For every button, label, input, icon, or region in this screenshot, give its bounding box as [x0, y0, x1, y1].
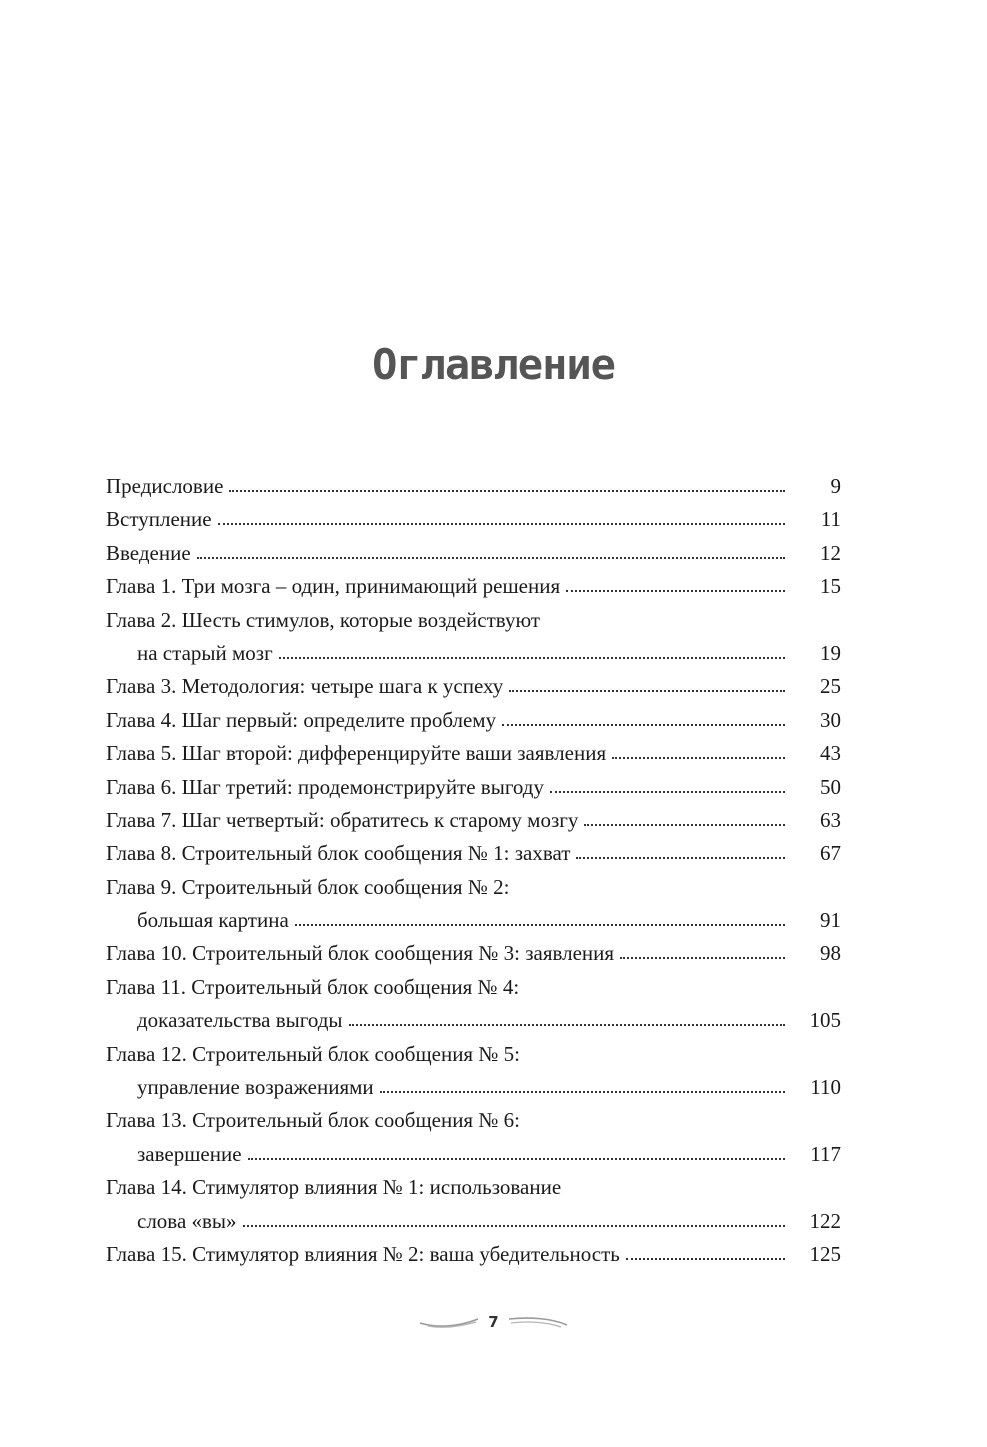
toc-line [106, 904, 841, 937]
toc-line [106, 503, 841, 536]
toc-entry-title: большая картина [137, 908, 289, 933]
toc-line [106, 971, 841, 1004]
toc-entry [106, 804, 841, 837]
toc-entry [106, 837, 841, 870]
dot-leader [584, 823, 785, 826]
toc-page-number: 105 [809, 1008, 841, 1033]
toc-entry [106, 470, 841, 503]
dot-leader [248, 1157, 785, 1160]
toc-entry [106, 871, 841, 938]
toc-line [106, 704, 841, 737]
toc-entry-title: Предисловие [106, 474, 224, 498]
toc-entry [106, 1171, 841, 1238]
toc-line [106, 1238, 841, 1271]
toc-page-number: 30 [820, 707, 841, 732]
toc-entry [106, 1238, 841, 1271]
toc-line [106, 604, 841, 637]
toc-entry [106, 604, 841, 671]
toc-page-number: 9 [830, 474, 841, 498]
toc-entry-title: доказательства выгоды [137, 1008, 343, 1033]
toc-entry-title: Глава 7. Шаг четвертый: обратитесь к старому мозгу [106, 807, 579, 832]
dot-leader [197, 556, 785, 559]
toc-entry [106, 971, 841, 1038]
toc-line [106, 1171, 841, 1204]
toc-page-number: 67 [820, 841, 841, 866]
toc-line [106, 670, 841, 703]
toc-entry-title: Глава 10. Строительный блок сообщения № 3: заявления [106, 941, 615, 966]
page-footer [0, 1310, 987, 1334]
toc-entry [106, 937, 841, 970]
toc-page-number: 12 [820, 540, 841, 565]
dot-leader [349, 1023, 785, 1026]
toc-entry-title: Вступление [106, 507, 212, 532]
dot-leader [380, 1090, 785, 1093]
toc-entry [106, 670, 841, 703]
toc-entry [106, 704, 841, 737]
toc-line [106, 1004, 841, 1037]
dot-leader [620, 956, 785, 959]
toc-entry-title: Глава 14. Стимулятор влияния № 1: использование [106, 1175, 562, 1200]
right-swoosh-icon [507, 1314, 569, 1330]
dot-leader [576, 856, 785, 859]
toc-entry [106, 737, 841, 770]
toc-page-number: 125 [809, 1241, 841, 1266]
toc-page-number: 117 [810, 1141, 841, 1166]
toc-line [106, 737, 841, 770]
toc-page-number: 11 [820, 507, 841, 532]
toc-entry-title: Глава 3. Методология: четыре шага к успеху [106, 674, 504, 699]
dot-leader [550, 790, 785, 793]
toc-line [106, 871, 841, 904]
toc-entry [106, 771, 841, 804]
toc-entry-title: Глава 15. Стимулятор влияния № 2: ваша убедительность [106, 1241, 620, 1266]
toc-page-number: 19 [820, 640, 841, 665]
toc-entry-title: завершение [137, 1141, 242, 1166]
toc-entry-title: управление возражениями [137, 1075, 374, 1100]
toc-line [106, 771, 841, 804]
page-number: 7 [488, 1313, 499, 1331]
toc-entry-title: Глава 12. Строительный блок сообщения № 5: [106, 1041, 520, 1066]
toc-page-number: 98 [820, 941, 841, 966]
toc-entry-title: Глава 5. Шаг второй: дифференцируйте ваши заявления [106, 741, 607, 766]
toc-line [106, 1071, 841, 1104]
toc-line [106, 937, 841, 970]
toc-line [106, 1138, 841, 1171]
toc-line [106, 637, 841, 670]
dot-leader [612, 756, 785, 759]
toc-entry-title: слова «вы» [137, 1208, 237, 1233]
toc-page-number: 15 [820, 574, 841, 599]
dot-leader [509, 689, 785, 692]
dot-leader [243, 1224, 785, 1227]
toc-page-number: 91 [820, 908, 841, 933]
toc-entry-title: Глава 8. Строительный блок сообщения № 1: захват [106, 841, 571, 866]
toc-entry [106, 1038, 841, 1105]
toc-entry-title: Глава 13. Строительный блок сообщения № 6: [106, 1108, 520, 1133]
toc-line [106, 1205, 841, 1238]
toc-entry-title: Глава 11. Строительный блок сообщения № 4: [106, 974, 520, 999]
toc-entry [106, 503, 841, 536]
toc-page-number: 110 [810, 1075, 841, 1100]
toc-line [106, 1038, 841, 1071]
toc-page-number: 122 [809, 1208, 841, 1233]
toc-entry-title: Глава 9. Строительный блок сообщения № 2: [106, 874, 510, 899]
toc-entry [106, 537, 841, 570]
toc-entry-title: Глава 4. Шаг первый: определите проблему [106, 707, 497, 732]
toc-entry-title: Глава 6. Шаг третий: продемонстрируйте выгоду [106, 774, 544, 799]
toc-line [106, 837, 841, 870]
toc-entry-title: на старый мозг [137, 640, 273, 665]
dot-leader [502, 723, 785, 726]
toc-page-number: 50 [820, 774, 841, 799]
page-title: Оглавление [372, 340, 615, 389]
toc-page-number: 63 [820, 807, 841, 832]
toc-entry-title: Глава 2. Шесть стимулов, которые воздействуют [106, 607, 541, 632]
toc-entry-title: Глава 1. Три мозга – один, принимающий решения [106, 574, 561, 599]
toc-entry [106, 570, 841, 603]
toc-line [106, 1104, 841, 1137]
toc-line [106, 537, 841, 570]
dot-leader [295, 923, 785, 926]
dot-leader [229, 489, 785, 492]
dot-leader [218, 522, 785, 525]
toc-entry [106, 1104, 841, 1171]
toc-page-number: 25 [820, 674, 841, 699]
toc-entry-title: Введение [106, 540, 191, 565]
dot-leader [279, 656, 785, 659]
toc-line [106, 570, 841, 603]
toc-page-number: 43 [820, 741, 841, 766]
dot-leader [566, 589, 785, 592]
left-swoosh-icon [418, 1314, 480, 1330]
toc-line [106, 470, 841, 503]
toc-line [106, 804, 841, 837]
table-of-contents [106, 470, 841, 1271]
dot-leader [626, 1257, 785, 1260]
